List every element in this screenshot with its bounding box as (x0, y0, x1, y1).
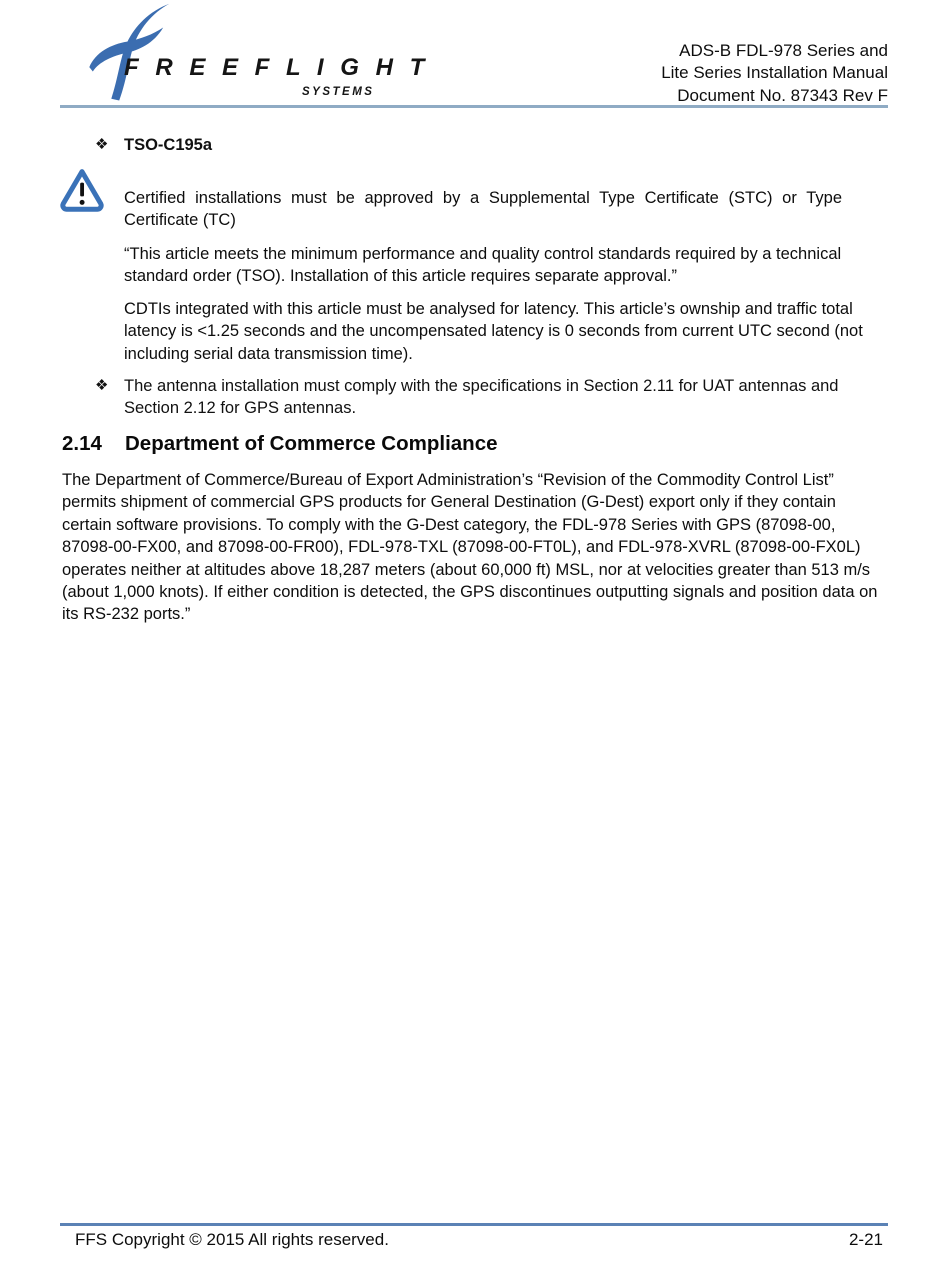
paragraph-commerce-compliance: The Department of Commerce/Bureau of Export Administration’s “Revision of the Commodity Control List” permits shipment of commercial GPS products for General Destination (G-Dest) export only if they contain certain software provisions. To comply with the G-Dest category, the FDL-978 Series with GPS (87098-00, 87098-00-FX00, and 87098-00-FR00), FDL-978-TXL (87098-00-FT0L), and FDL-978-XVRL (87098-00-FX0L) operates neither at altitudes above 18,287 meters (about 60,000 ft) MSL, nor at velocities greater than 513 m/s (about 1,000 knots). If either condition is detected, the GPS discontinues outputting signals and position data on its RS-232 ports.” (62, 471, 878, 624)
footer-page-number: 2-21 (848, 1230, 883, 1249)
section-heading-2-14 (62, 430, 498, 458)
paragraph-certified-installations: Certified installations must be approved by a Supplemental Type Certificate (STC) or Type Certificate (TC) (124, 189, 842, 230)
header-title-line2: Lite Series Installation Manual (661, 63, 888, 83)
header-title-line1: ADS-B FDL-978 Series and (679, 41, 888, 60)
diamond-bullet-icon: ❖ (95, 377, 109, 394)
diamond-bullet-icon: ❖ (95, 136, 109, 153)
header-divider (60, 105, 888, 108)
logo-systems-text: SYSTEMS (302, 86, 375, 98)
section-title: Department of Commerce Compliance (125, 432, 498, 455)
freeflight-swoosh-icon (84, 2, 172, 104)
header-title-line3: Document No. 87343 Rev F (677, 85, 888, 105)
warning-triangle-icon (59, 168, 105, 212)
bullet-antenna-text: The antenna installation must comply with the specifications in Section 2.11 for UAT antennas and Section 2.12 for GPS antennas. (124, 377, 839, 418)
paragraph-cdti-latency: CDTIs integrated with this article must be analysed for latency. This article’s ownship and traffic total latency is <1.25 seconds and the uncompensated latency is 0 seconds from current UTC second (not including serial data transmission time). (124, 300, 863, 363)
footer-divider (60, 1223, 888, 1226)
bullet-tso-label: TSO-C195a (124, 136, 213, 154)
bullet-antenna-installation (95, 375, 888, 420)
section-number: 2.14 (62, 432, 102, 455)
bullet-tso-c195a (95, 134, 212, 156)
footer-copyright: FFS Copyright © 2015 All rights reserved. (75, 1230, 389, 1249)
paragraph-tso-quote: “This article meets the minimum performance and quality control standards required by a technical standard order (TSO). Installation of this article requires separate approval.” (124, 245, 842, 286)
document-header-title (661, 40, 888, 107)
logo-brand-text: F R E E F L I G H T (124, 54, 430, 81)
freeflight-logo (62, 2, 430, 104)
